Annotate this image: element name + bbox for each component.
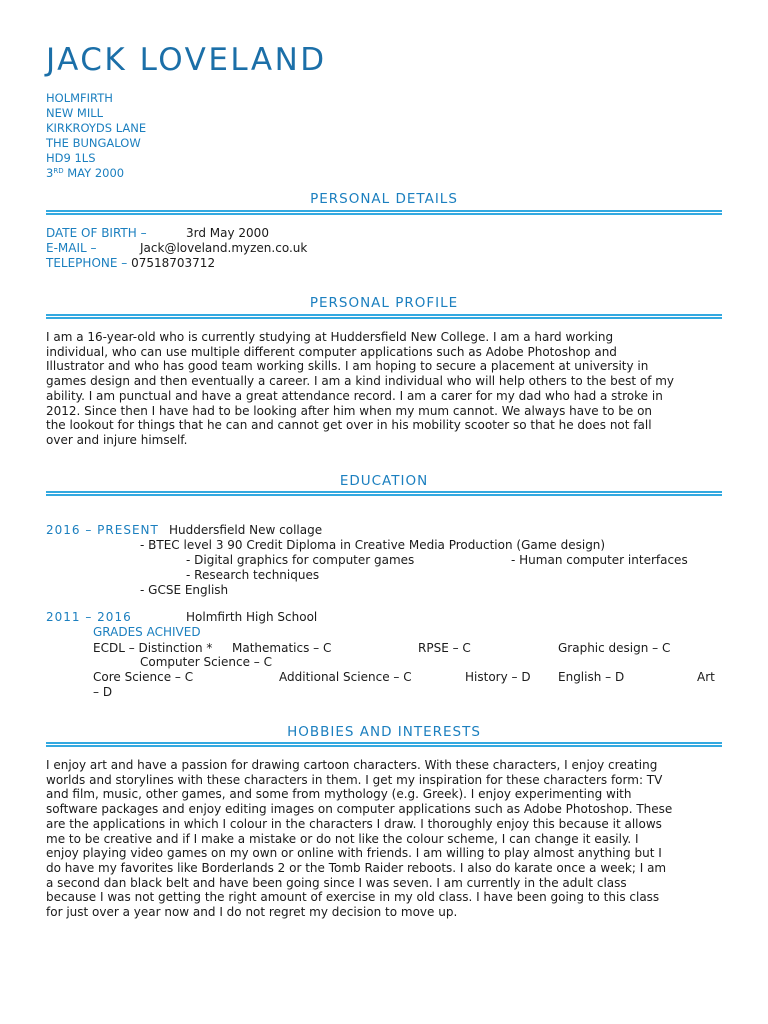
grades-label: GRADES ACHIVED bbox=[93, 625, 201, 639]
profile-line: games design and then eventually a career. I am a kind individual who will help others to the best of my bbox=[46, 374, 675, 389]
grade-item: History – D bbox=[465, 670, 531, 684]
hobbies-line: I enjoy art and have a passion for drawing cartoon characters. With these characters, I enjoy creating bbox=[46, 758, 658, 772]
hobbies-line: a second dan black belt and have been going since I was seven. I am currently in the adult class bbox=[46, 875, 627, 890]
phone-label: TELEPHONE – bbox=[46, 256, 128, 270]
phone-row bbox=[46, 256, 215, 271]
edu-qualification: - GCSE English bbox=[140, 583, 229, 597]
candidate-name: JACK LOVELAND bbox=[46, 42, 327, 78]
hobbies-line: worlds and storylines with these characters in them. I get my inspiration for these characters form: TV bbox=[46, 772, 663, 787]
edu-school: Huddersfield New collage bbox=[169, 523, 323, 537]
address-line: KIRKROYDS LANE bbox=[46, 121, 147, 135]
edu-school: Holmfirth High School bbox=[186, 610, 318, 624]
grade-item-cont: – D bbox=[93, 685, 113, 699]
profile-line: individual, who can use multiple different computer applications such as Adobe Photoshop and bbox=[46, 344, 617, 359]
section-title-personal-details: PERSONAL DETAILS bbox=[310, 191, 458, 207]
hobbies-paragraph bbox=[46, 758, 726, 920]
address-line: THE BUNGALOW bbox=[46, 136, 141, 150]
grade-item: Graphic design – C bbox=[558, 641, 671, 655]
profile-line: I am a 16-year-old who is currently studying at Huddersfield New College. I am a hard working bbox=[46, 330, 614, 344]
profile-line: 2012. Since then I have had to be looking after him when my mum cannot. We always have to be on bbox=[46, 403, 653, 418]
hobbies-line: are the applications in which I colour in the characters I draw. I thoroughly enjoy this because it allows bbox=[46, 816, 662, 831]
profile-line: over and injure himself. bbox=[46, 432, 188, 447]
section-divider bbox=[46, 742, 722, 747]
email-value: Jack@loveland.myzen.co.uk bbox=[140, 241, 308, 255]
dob-value: 3rd May 2000 bbox=[186, 226, 269, 240]
grade-item: English – D bbox=[558, 670, 625, 684]
profile-paragraph bbox=[46, 330, 726, 448]
edu-unit: - Digital graphics for computer games bbox=[186, 553, 415, 567]
hobbies-line: me to be creative and if I make a mistake or do not like the colour scheme, I can change it easily. I bbox=[46, 831, 639, 846]
hobbies-line: software packages and enjoy editing images on computer applications such as Adobe Photoshop. These bbox=[46, 802, 673, 817]
phone-value: 07518703712 bbox=[131, 256, 216, 270]
grade-item: ECDL – Distinction * bbox=[93, 641, 213, 655]
email-row bbox=[46, 241, 97, 256]
email-label: E-MAIL – bbox=[46, 241, 97, 255]
edu-unit: - Research techniques bbox=[186, 568, 320, 582]
header-date bbox=[46, 166, 146, 181]
address-block bbox=[46, 91, 146, 181]
section-title-education: EDUCATION bbox=[339, 473, 429, 489]
grade-item: Core Science – C bbox=[93, 670, 194, 684]
dob-label: DATE OF BIRTH – bbox=[46, 226, 147, 240]
section-title-hobbies: HOBBIES AND INTERESTS bbox=[287, 724, 481, 740]
hobbies-line: and film, music, other games, and some from mythology (e.g. Greek). I enjoy experimenting with bbox=[46, 787, 632, 802]
profile-line: Illustrator and who has good team working skills. I am hoping to secure a placement at university in bbox=[46, 359, 649, 374]
grade-item: Additional Science – C bbox=[279, 670, 412, 684]
hobbies-line: because I was not getting the right amount of exercise in my old class. I have been going to this class bbox=[46, 890, 660, 905]
profile-line: the lookout for things that he can and cannot get over in his mobility scooter so that he does not fall bbox=[46, 418, 652, 433]
date-rest: MAY 2000 bbox=[63, 166, 125, 180]
section-divider bbox=[46, 314, 722, 319]
address-line: HOLMFIRTH bbox=[46, 91, 113, 105]
hobbies-line: do have my favorites like Borderlands 2 or the Tomb Raider reboots. I also do karate once a week; I am bbox=[46, 860, 667, 875]
section-divider bbox=[46, 491, 722, 496]
edu-unit: - Human computer interfaces bbox=[511, 553, 688, 567]
section-title-personal-profile: PERSONAL PROFILE bbox=[309, 295, 459, 311]
profile-line: ability. I am punctual and have a great attendance record. I am a carer for my dad who had a stroke in bbox=[46, 388, 663, 403]
grade-item: Mathematics – C bbox=[232, 641, 332, 655]
section-divider bbox=[46, 210, 722, 215]
date-day: 3 bbox=[46, 166, 54, 180]
hobbies-line: for just over a year now and I do not regret my decision to move up. bbox=[46, 905, 458, 920]
dob-row bbox=[46, 226, 147, 241]
grade-item: RPSE – C bbox=[418, 641, 471, 655]
edu-course: - BTEC level 3 90 Credit Diploma in Creative Media Production (Game design) bbox=[140, 538, 606, 552]
date-suffix: RD bbox=[53, 167, 64, 175]
hobbies-line: enjoy playing video games on my own or online with friends. I am willing to play almost anything but I bbox=[46, 846, 662, 861]
grade-item: Art bbox=[697, 670, 715, 684]
postcode: HD9 1LS bbox=[46, 151, 96, 165]
grade-item: Computer Science – C bbox=[140, 655, 272, 669]
address-line: NEW MILL bbox=[46, 106, 104, 120]
edu-years: 2016 – PRESENT bbox=[46, 523, 159, 537]
edu-years: 2011 – 2016 bbox=[46, 610, 132, 624]
